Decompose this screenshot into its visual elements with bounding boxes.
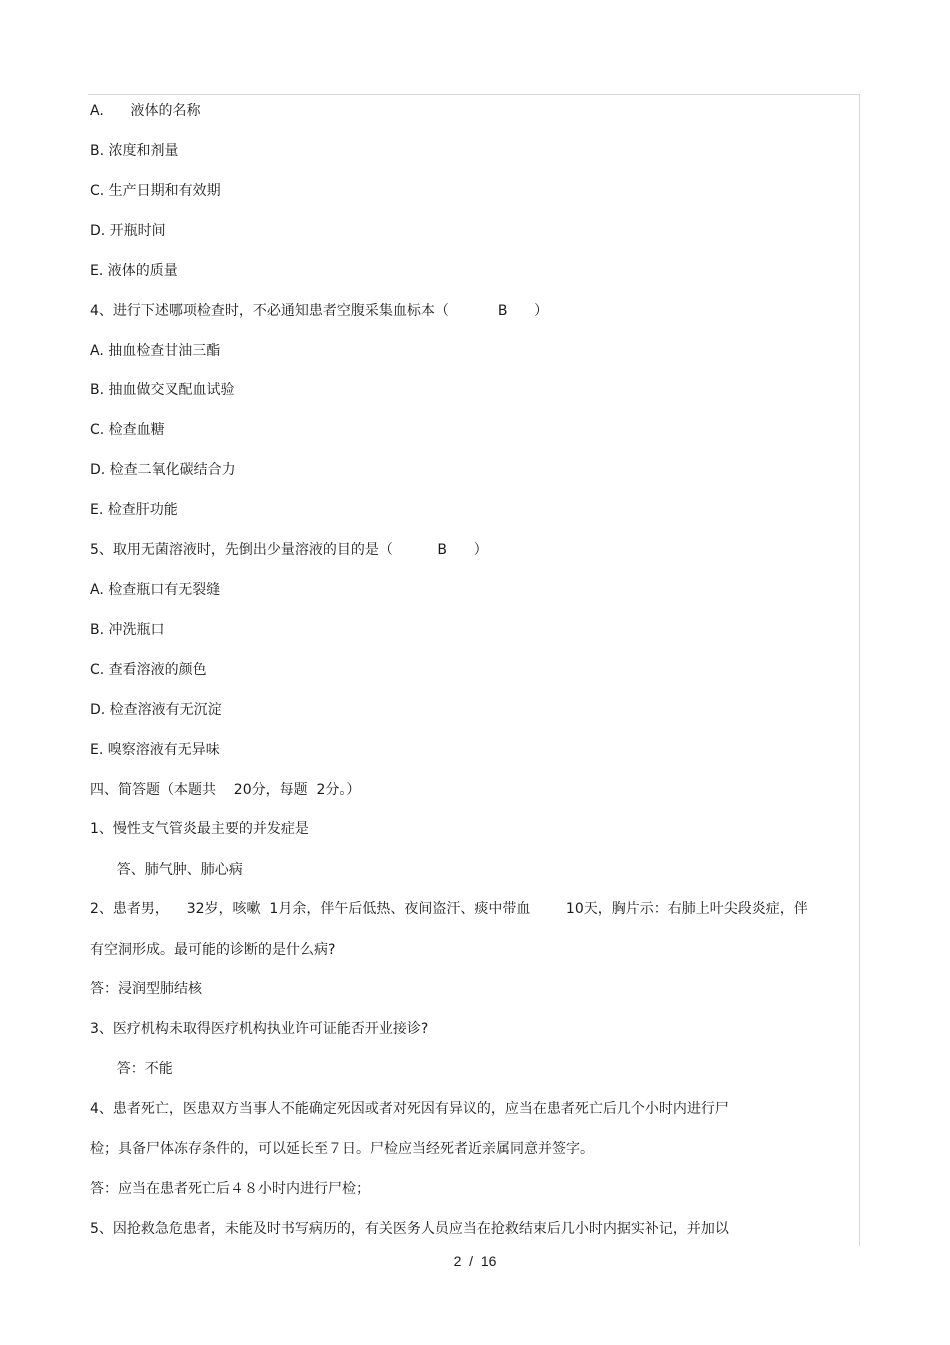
question-4-line: 4、进行下述哪项检查时，不必通知患者空腹采集血标本（ B ） (90, 303, 549, 319)
option-e-line: E. 检查肝功能 (90, 502, 178, 518)
answer-3-line: 答：不能 (90, 1061, 173, 1077)
option-c-line: C. 生产日期和有效期 (90, 183, 221, 199)
option-e-line: E. 嗅察溶液有无异味 (90, 742, 220, 758)
question-1-line: 1、慢性支气管炎最主要的并发症是 (90, 821, 309, 837)
question-5-line: 5、取用无菌溶液时，先倒出少量溶液的目的是（ B ） (90, 542, 488, 558)
page-number: 2 / 16 (453, 1253, 497, 1269)
option-c-line: C. 查看溶液的颜色 (90, 662, 207, 678)
question-2-line: 2、患者男， 32岁，咳嗽 1月余，伴午后低热、夜间盗汗、痰中带血 10天，胸片示：右肺上叶尖段炎症，伴 (90, 901, 808, 917)
question-4-continuation: 检；具备尸体冻存条件的，可以延长至７日。尸检应当经死者近亲属同意并签字。 (90, 1141, 594, 1157)
option-b-line: B. 冲洗瓶口 (90, 622, 165, 638)
question-5-line: 5、因抢救急危患者，未能及时书写病历的，有关医务人员应当在抢救结束后几小时内据实补记，并加以 (90, 1221, 729, 1237)
option-e-line: E. 液体的质量 (90, 263, 178, 279)
option-c-line: C. 检查血糖 (90, 422, 165, 438)
question-4-line: 4、患者死亡，医患双方当事人不能确定死因或者对死因有异议的，应当在患者死亡后几个小时内进行尸 (90, 1101, 729, 1117)
section-heading: 四、简答题（本题共 20分，每题 2分。） (90, 782, 361, 798)
option-a-line: A. 抽血检查甘油三酯 (90, 343, 221, 359)
answer-1-line: 答、肺气肿、肺心病 (90, 862, 243, 878)
option-d-line: D. 开瓶时间 (90, 223, 166, 239)
question-3-line: 3、医疗机构未取得医疗机构执业许可证能否开业接诊? (90, 1021, 429, 1037)
option-d-line: D. 检查二氧化碳结合力 (90, 462, 236, 478)
option-b-line: B. 浓度和剂量 (90, 143, 179, 159)
option-b-line: B. 抽血做交叉配血试验 (90, 382, 235, 398)
answer-4-line: 答：应当在患者死亡后４８小时内进行尸检； (90, 1181, 370, 1197)
option-a-line: A. 检查瓶口有无裂缝 (90, 582, 221, 598)
option-d-line: D. 检查溶液有无沉淀 (90, 702, 222, 718)
question-2-continuation: 有空洞形成。最可能的诊断的是什么病? (90, 942, 336, 958)
option-a-line: A. 液体的名称 (90, 103, 201, 119)
answer-2-line: 答：浸润型肺结核 (90, 981, 202, 997)
